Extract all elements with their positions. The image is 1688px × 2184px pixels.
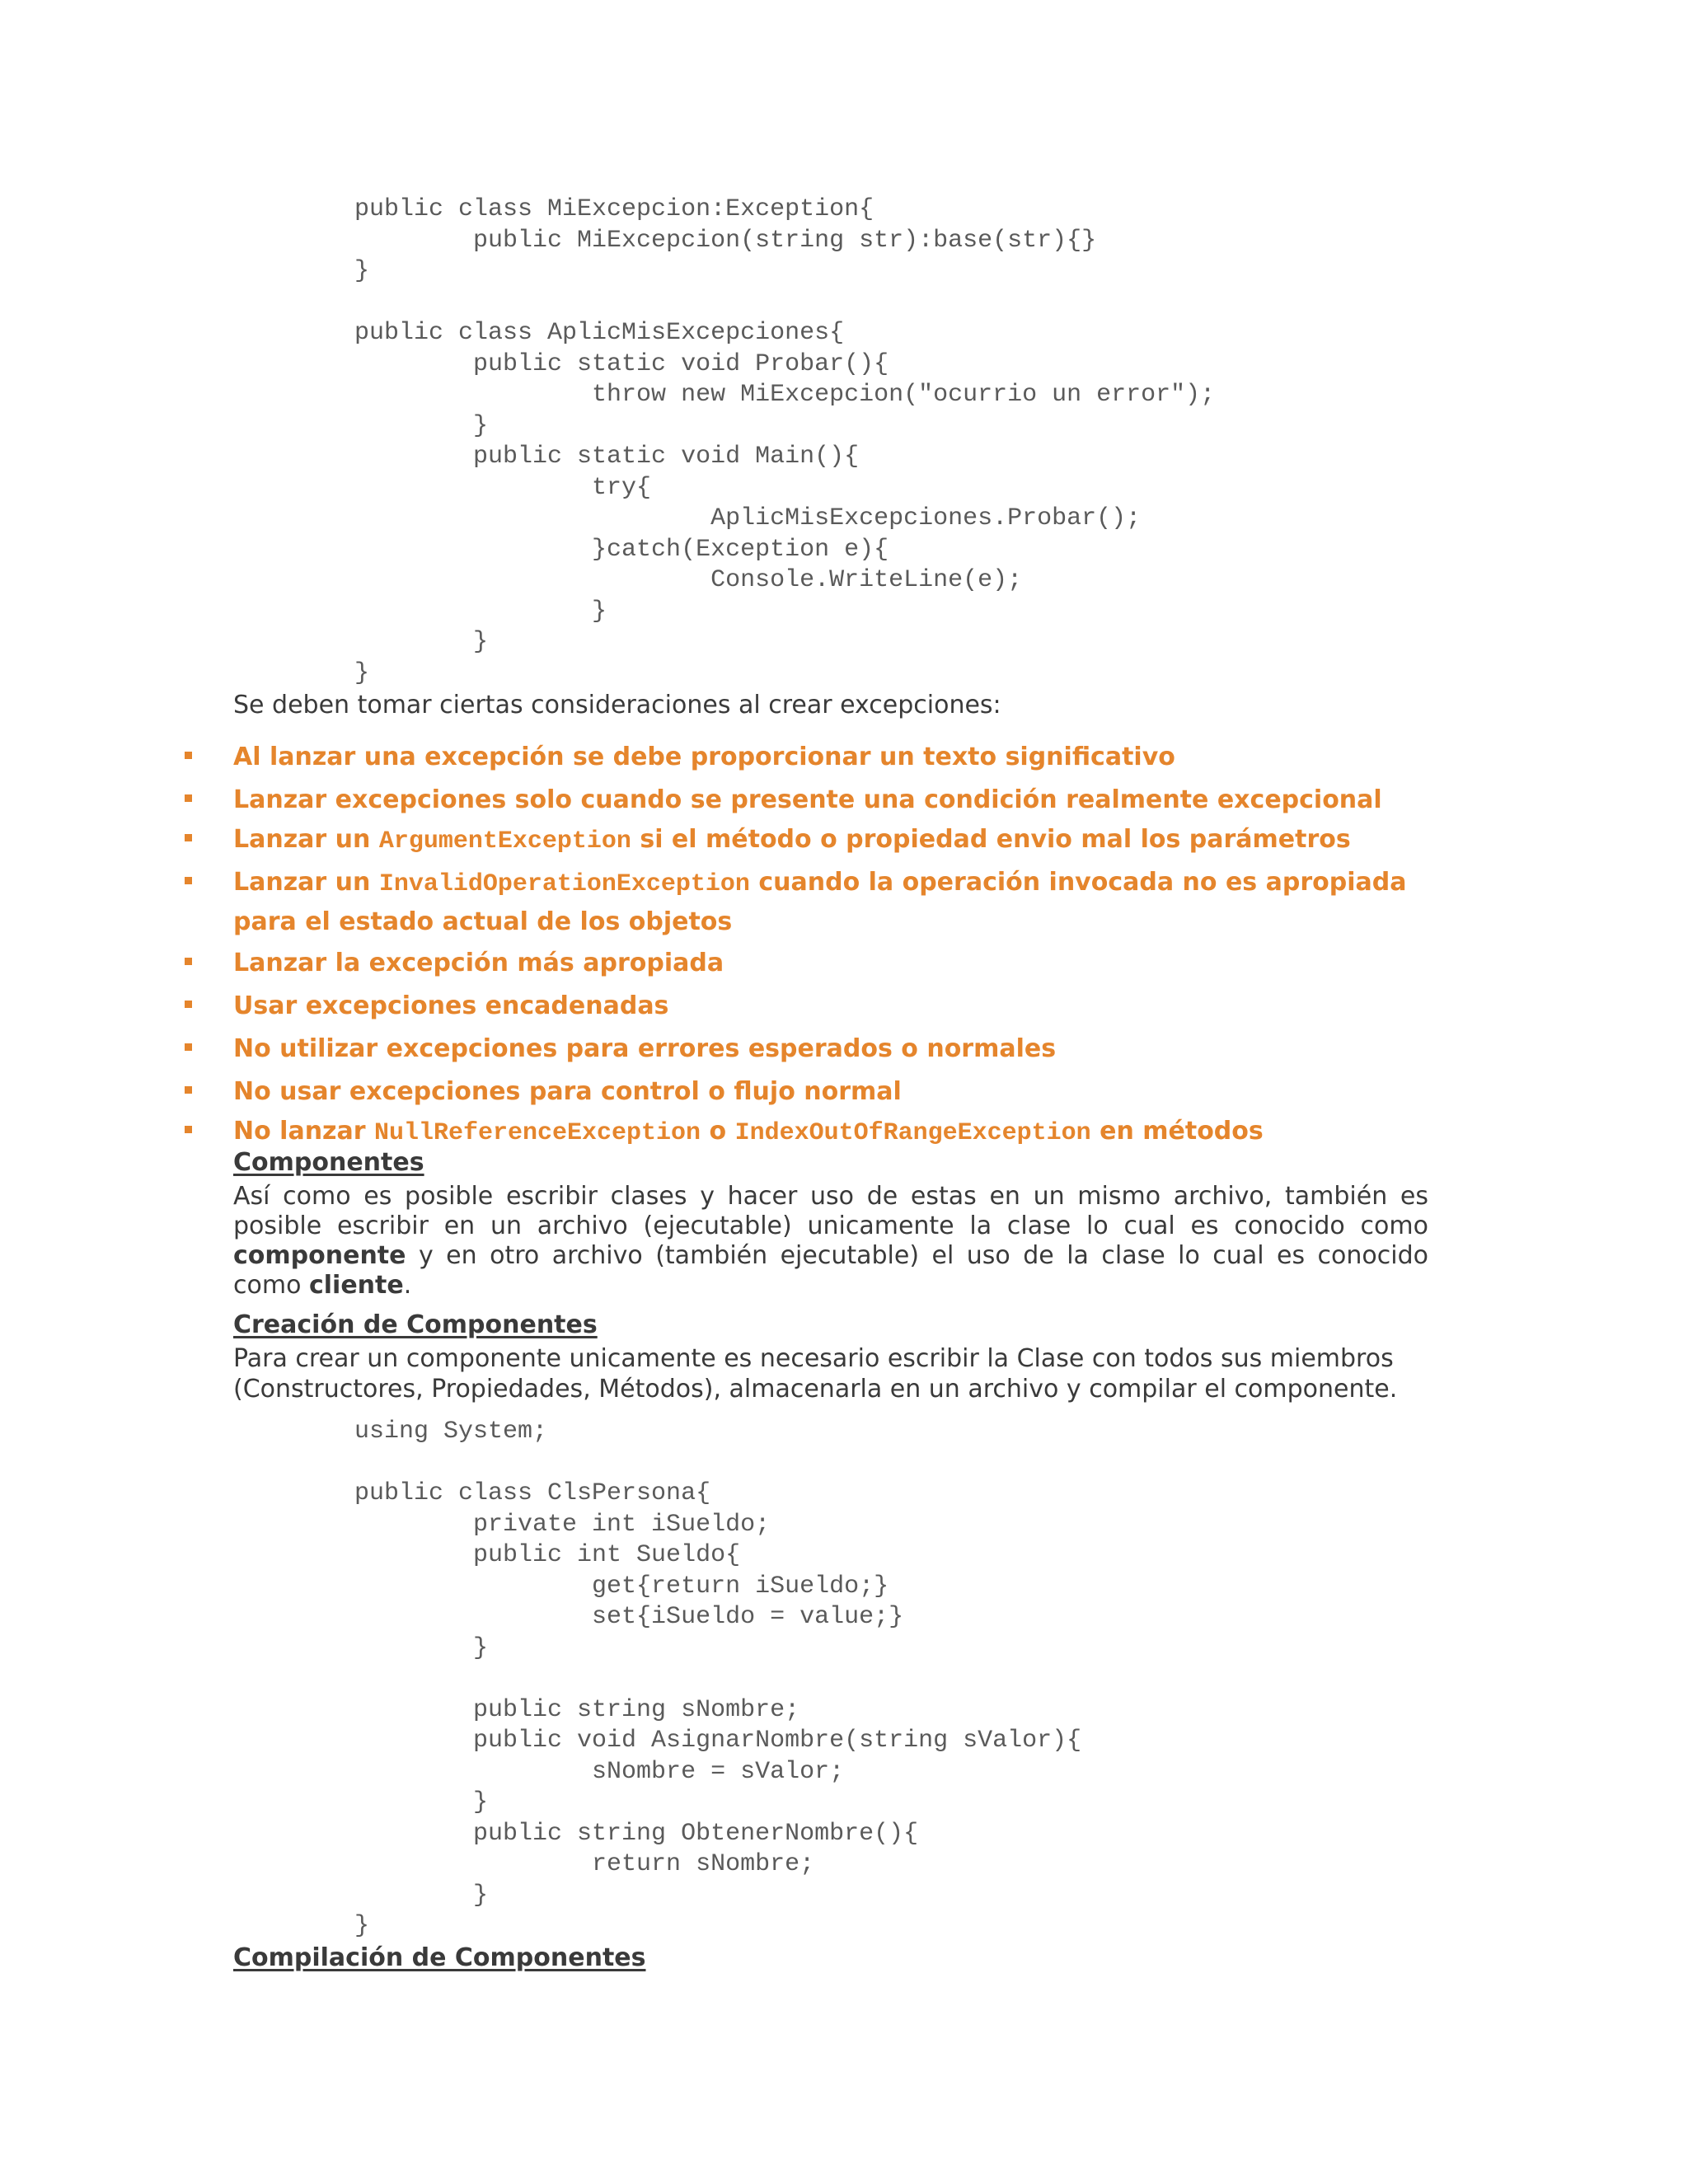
bullet-square-icon <box>185 1126 192 1133</box>
list-item: Lanzar excepciones solo cuando se presente una condición realmente excepcional <box>233 781 1453 818</box>
bullet-square-icon <box>185 752 192 759</box>
bullet-square-icon <box>185 1086 192 1094</box>
heading-creacion-componentes: Creación de Componentes <box>233 1310 598 1339</box>
list-item: Lanzar la excepción más apropiada <box>233 944 1453 982</box>
list-item: Usar excepciones encadenadas <box>233 987 1453 1024</box>
code-block-clspersona: using System; public class ClsPersona{ private int iSueldo; public int Sueldo{ get{return iSueldo;} set{iSueldo = value;} } public string sNombre; public void AsignarNombre(string sValor){ sNombre = sValor; } public string ObtenerNombre(){ return sNombre; } } <box>354 1418 1082 1940</box>
bullet-square-icon <box>185 877 192 884</box>
bullet-square-icon <box>185 834 192 841</box>
list-item: No utilizar excepciones para errores esperados o normales <box>233 1030 1453 1067</box>
creacion-paragraph: Para crear un componente unicamente es necesario escribir la Clase con todos sus miembros (Constructores, Propiedades, Métodos), almacenarla en un archivo y compilar el componente. <box>233 1344 1398 1404</box>
list-item: Lanzar un InvalidOperationException cuando la operación invocada no es apropiada para el estado actual de los objetos <box>233 864 1453 940</box>
bullet-square-icon <box>185 958 192 965</box>
list-item: No usar excepciones para control o flujo normal <box>233 1073 1453 1110</box>
heading-compilacion-componentes: Compilación de Componentes <box>233 1943 646 1972</box>
bullet-square-icon <box>185 794 192 802</box>
list-item: Al lanzar una excepción se debe proporcionar un texto significativo <box>233 738 1453 776</box>
bullet-square-icon <box>185 1001 192 1008</box>
list-item: Lanzar un ArgumentException si el método o propiedad envio mal los parámetros <box>233 821 1453 860</box>
heading-componentes: Componentes <box>233 1148 424 1177</box>
bullet-square-icon <box>185 1043 192 1051</box>
componentes-paragraph: Así como es posible escribir clases y hacer uso de estas en un mismo archivo, también es posible escribir en un archivo (ejecutable) unicamente la clase lo cual es conocido como componente y en otro archivo (también ejecutable) el uso de la clase lo cual es conocido como cliente. <box>233 1182 1428 1300</box>
considerations-intro: Se deben tomar ciertas consideraciones al crear excepciones: <box>233 691 1001 719</box>
list-item: No lanzar NullReferenceException o IndexOutOfRangeException en métodos <box>233 1113 1453 1152</box>
code-block-exceptions: public class MiExcepcion:Exception{ public MiExcepcion(string str):base(str){} } public class AplicMisExcepciones{ public static void Probar(){ throw new MiExcepcion("ocurrio un error"); } public static void Main(){ try{ AplicMisExcepciones.Probar(); }catch(Exception e){ Console.WriteLine(e); } } } <box>354 195 1216 687</box>
